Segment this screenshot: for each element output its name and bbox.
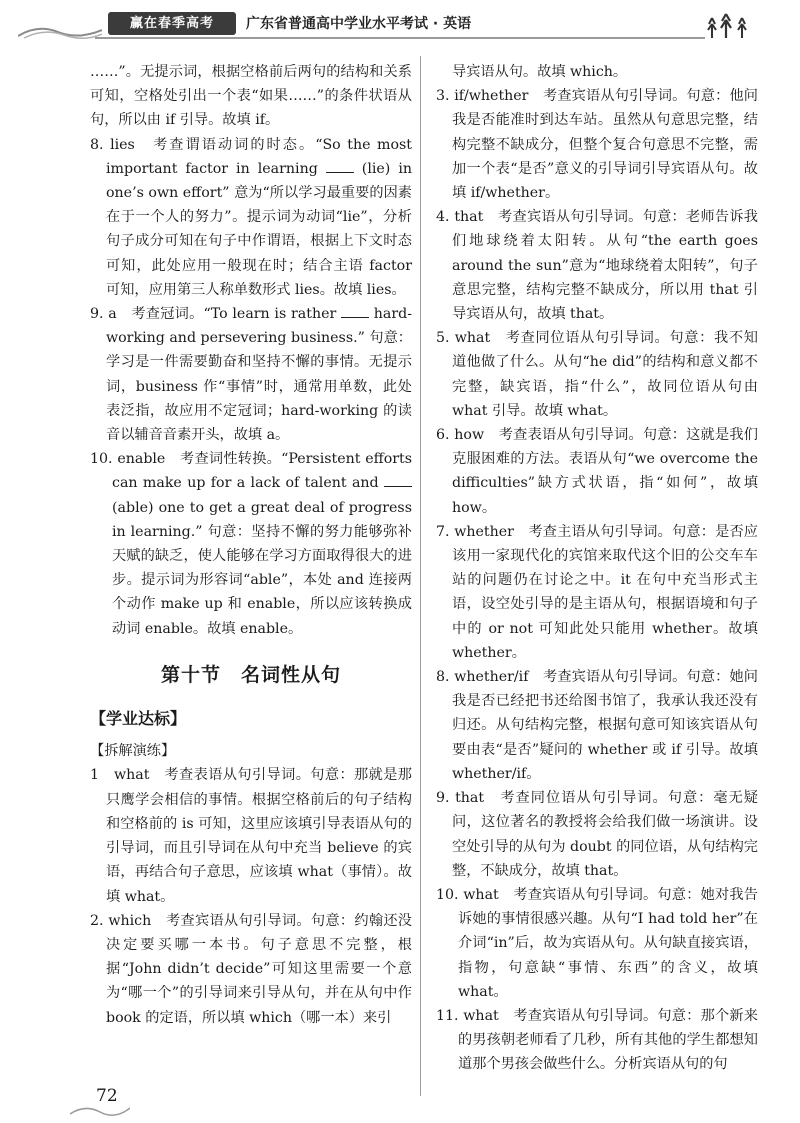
blank-line: [326, 160, 354, 173]
nc-answer-7: 7. whether 考查主语从句引导词。句意：是否应该用一家现代化的宾馆来取代这个旧的公交车车站的问题仍在讨论之中。it 在句中充当形式主语，设空处引导的是主语从句，根据语境和句子中的 or not 可知此处只能用 whether。故填 whether。: [436, 523, 758, 661]
header-wave-decoration: [18, 16, 102, 40]
series-banner: [108, 12, 236, 35]
nc-answer-4: 4. that 考查宾语从句引导词。句意：老师告诉我们地球绕着太阳转。从句“the earth goes around the sun”意为“地球绕着太阳转”，句子意思完整，结构完整不缺成分，所以用 that 引导宾语从句，故填 that。: [436, 209, 758, 323]
answer-8: 8. lies 考查谓语动词的时态。“So the most important factor in learning (lie) in one’s own effort” 意为“所以学习最重要的因素在于一个人的努力”。提示词为动词“lie”，分析句子成分可知在句子中作谓语，根据上下文时态可知，此处应用一般现在时；结合主语 factor 可知，应用第三人称单数形式 lies。故填 lies。: [90, 136, 412, 298]
answer-7-continued: ……”。无提示词，根据空格前后两句的结构和关系可知，空格处引出一个表“如果……”的条件状语从句，所以由 if 引导。故填 if。: [90, 64, 412, 129]
series-label: 赢在春季高考: [129, 16, 214, 31]
right-column: [436, 60, 758, 1077]
nc-answer-2: 2. which 考查宾语从句引导词。句意：约翰还没决定要买哪一本书。句子意思不完整，根据“John didn’t decide”可知这里需要一个意为“哪一个”的引导词来引导从句，并在从句中作 book 的定语，所以填 which（哪一本）来引: [90, 912, 412, 1026]
nc-answer-10: 10. what 考查宾语从句引导词。句意：她对我告诉她的事情很感兴趣。从句“I had told her”在介词“in”后，故为宾语从句。从句缺直接宾语，指物，句意缺“事情、东西”的含义，故填 what。: [436, 886, 758, 1000]
page-header: [0, 0, 800, 44]
nc-answer-2-continued: 导宾语从句。故填 which。: [452, 64, 628, 80]
subsection-heading: 【学业达标】: [90, 709, 187, 729]
header-title: 广东省普通高中学业水平考试 · 英语: [246, 16, 472, 32]
nc-answer-8: 8. whether/if 考查宾语从句引导词。句意：她问我是否已经把书还给图书馆了，我承认我还没有归还。从句结构完整，根据句意可知该宾语从句要由表“是否”疑问的 whether 或 if 引导。故填 whether/if。: [436, 669, 758, 782]
column-divider: [420, 56, 421, 1096]
blank-line: [384, 474, 412, 487]
left-column: [90, 60, 412, 1030]
nc-answer-1: 1 what 考查表语从句引导词。句意：那就是那只鹰学会相信的事情。根据空格前后的句子结构和空格前的 is 可知，这里应该填引导表语从句的引导词，而且引导词在从句中充当 believe 的宾语，再结合句子意思，应该填 what（事情）。故填 what。: [90, 767, 412, 905]
exercise-heading: 【拆解演练】: [90, 743, 176, 760]
nc-answer-3: 3. if/whether 考查宾语从句引导词。句意：他问我是否能准时到达车站。虽然从句意思完整，结构完整不缺成分，但整个复合句意思不完整，需加一个表“是否”意义的引导词引导宾语从句。故填 if/whether。: [436, 88, 758, 202]
section-title: 第十节 名词性从句: [160, 663, 341, 686]
nc-answer-9: 9. that 考查同位语从句引导词。句意：毫无疑问，这位著名的教授将会给我们做一场演讲。设空处引导的从句为 doubt 的同位语，从句结构完整，不缺成分，故填 that。: [436, 790, 758, 879]
answer-9: 9. a 考查冠词。“To learn is rather hard-working and persevering business.” 句意：学习是一件需要勤奋和坚持不懈的事情。无提示词，business 作“事情”时，通常用单数，此处表泛指，故应用不定冠词；hard-working 的读音以辅音音素开头，故填 a。: [90, 306, 412, 444]
trees-icon: [704, 10, 754, 40]
nc-answer-11: 11. what 考查宾语从句引导词。句意：那个新来的男孩朝老师看了几秒，所有其他的学生都想知道那个男孩会做些什么。分析宾语从句的句: [436, 1007, 758, 1073]
page-number: 72: [96, 1086, 118, 1106]
page-corner-decoration: [70, 1100, 130, 1120]
nc-answer-6: 6. how 考查表语从句引导词。句意：这就是我们克服困难的方法。表语从句“we overcome the difficulties”缺方式状语，指“如何”，故填 how。: [436, 427, 758, 516]
answer-10: 10. enable 考查词性转换。“Persistent efforts can make up for a lack of talent and (able) one to get a great deal of progress in learning.” 句意：坚持不懈的努力能够弥补天赋的缺乏，使人能够在学习方面取得很大的进步。提示词为形容词“able”，本处 and 连接两个动作 make up 和 enable，所以应该转换成动词 enable。故填 enable。: [90, 451, 412, 637]
header-rule: [95, 37, 705, 39]
nc-answer-5: 5. what 考查同位语从句引导词。句意：我不知道他做了什么。从句“he did”的结构和意义都不完整，缺宾语，指“什么”，故同位语从句由 what 引导。故填 what。: [436, 330, 758, 419]
blank-line: [341, 305, 369, 318]
